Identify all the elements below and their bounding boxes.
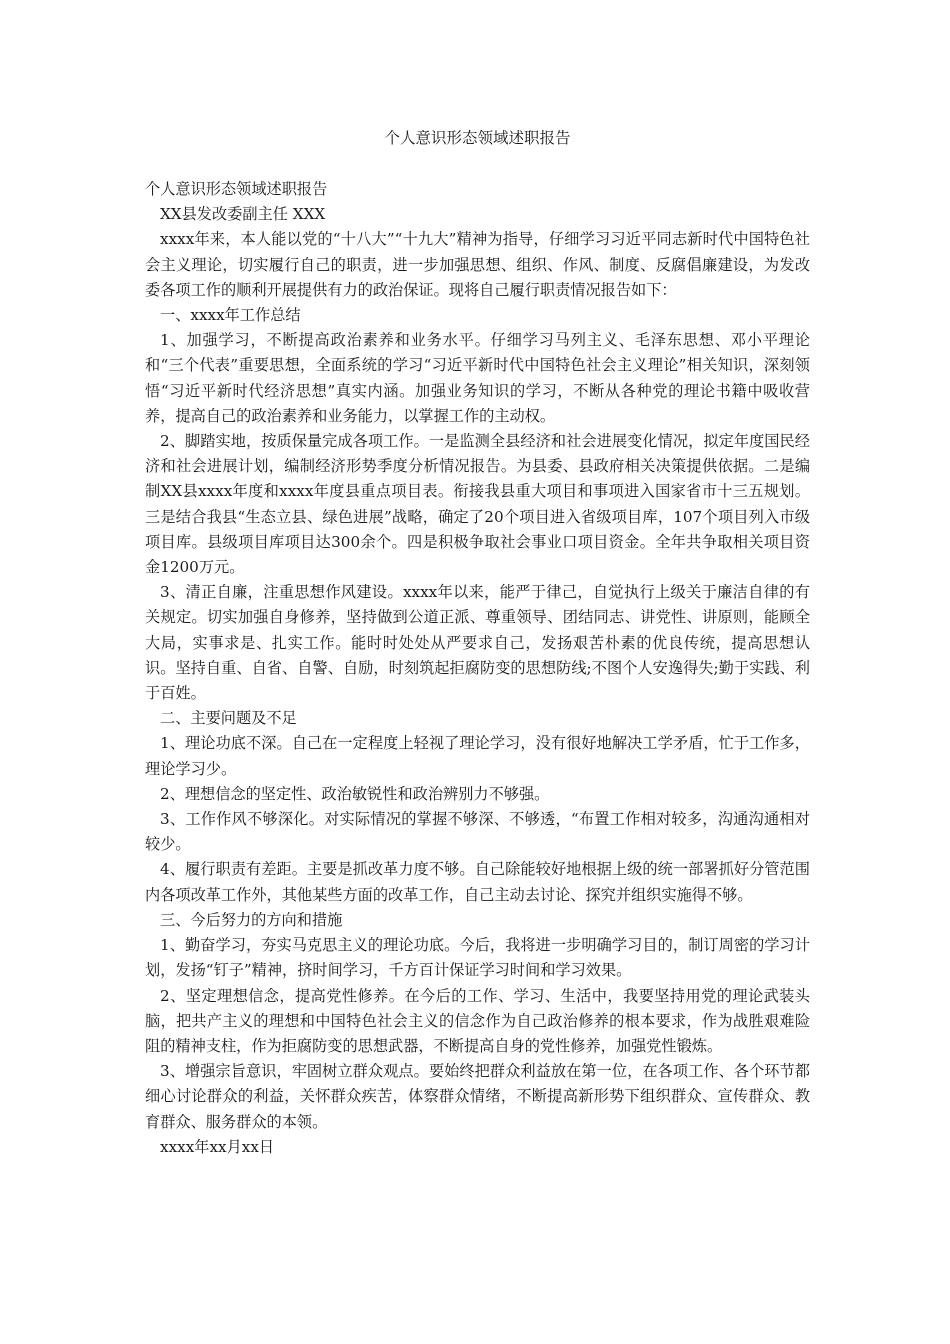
document-title: 个人意识形态领域述职报告 xyxy=(384,129,571,147)
document-paragraph: 2、理想信念的坚定性、政治敏锐性和政治辨别力不够强。 xyxy=(160,784,550,803)
document-paragraph: 2、坚定理想信念，提高党性修养。在今后的工作、学习、生活中，我要坚持用党的理论武装头脑，把共产主义的理想和中国特色社会主义的信念作为自己政治修养的根本要求，作为战胜艰难险阻的精神支柱，作为拒腐防变的思想武器，不断提高自身的党性修养，加强党性锻炼。 xyxy=(145,986,810,1055)
document-paragraph: 3、清正自廉，注重思想作风建设。xxxx年以来，能严于律己，自觉执行上级关于廉洁自律的有关规定。切实加强自身修养，坚持做到公道正派、尊重领导、团结同志、讲党性、讲原则，能顾全大局，实事求是、扎实工作。能时时处处从严要求自己，发扬艰苦朴素的优良传统，提高思想认识。坚持自重、自省、自警、自励，时刻筑起拒腐防变的思想防线;不图个人安逸得失;勤于实践、利于百姓。 xyxy=(145,583,810,703)
document-paragraph: 1、加强学习，不断提高政治素养和业务水平。仔细学习马列主义、毛泽东思想、邓小平理论和“三个代表”重要思想，全面系统的学习“习近平新时代中国特色社会主义理论”相关知识，深刻领悟“习近平新时代经济思想”真实内涵。加强业务知识的学习，不断从各种党的理论书籍中吸收营养，提高自己的政治素养和业务能力，以掌握工作的主动权。 xyxy=(145,331,810,425)
document-paragraph: 二、主要问题及不足 xyxy=(160,709,297,728)
document-paragraph: 三、今后努力的方向和措施 xyxy=(160,910,343,929)
document-paragraph: XX县发改委副主任 XXX xyxy=(160,205,326,224)
document-body xyxy=(145,177,810,1160)
document-paragraph: 1、勤奋学习，夯实马克思主义的理论功底。今后，我将进一步明确学习目的，制订周密的学习计划，发扬“钉子”精神，挤时间学习，千方百计保证学习时间和学习效果。 xyxy=(145,936,810,980)
document-paragraph: 3、增强宗旨意识，牢固树立群众观点。要始终把群众利益放在第一位，在各项工作、各个环节都细心讨论群众的利益，关怀群众疾苦，体察群众情绪，不断提高新形势下组织群众、宣传群众、教育群众、服务群众的本领。 xyxy=(145,1062,810,1131)
document-paragraph: 1、理论功底不深。自己在一定程度上轻视了理论学习，没有很好地解决工学矛盾，忙于工作多，理论学习少。 xyxy=(145,734,810,778)
document-page xyxy=(145,126,810,1160)
document-paragraph: 3、工作作风不够深化。对实际情况的掌握不够深、不够透，“布置工作相对较多，沟通沟通相对较少。 xyxy=(145,810,810,854)
document-paragraph: xxxx年xx月xx日 xyxy=(160,1137,275,1156)
document-paragraph: 一、xxxx年工作总结 xyxy=(160,306,301,325)
document-paragraph: 4、履行职责有差距。主要是抓改革力度不够。自己除能较好地根据上级的统一部署抓好分管范围内各项改革工作外，其他某些方面的改革工作，自己主动去讨论、探究并组织实施得不够。 xyxy=(145,860,810,904)
document-paragraph: 个人意识形态领域述职报告 xyxy=(145,180,328,198)
document-paragraph: xxxx年来，本人能以党的“十八大”“十九大”精神为指导，仔细学习习近平同志新时代中国特色社会主义理论，切实履行自己的职责，进一步加强思想、组织、作风、制度、反腐倡廉建设，为发改委各项工作的顺利开展提供有力的政治保证。现将自己履行职责情况报告如下： xyxy=(145,230,810,299)
document-paragraph: 2、脚踏实地，按质保量完成各项工作。一是监测全县经济和社会进展变化情况，拟定年度国民经济和社会进展计划，编制经济形势季度分析情况报告。为县委、县政府相关决策提供依据。二是编制XX县xxxx年度和xxxx年度县重点项目表。衔接我县重大项目和事项进入国家省市十三五规划。三是结合我县“生态立县、绿色进展”战略，确定了20个项目进入省级项目库，107个项目列入市级项目库。县级项目库项目达300余个。四是积极争取社会事业口项目资金。全年共争取相关项目资金1200万元。 xyxy=(145,432,810,577)
